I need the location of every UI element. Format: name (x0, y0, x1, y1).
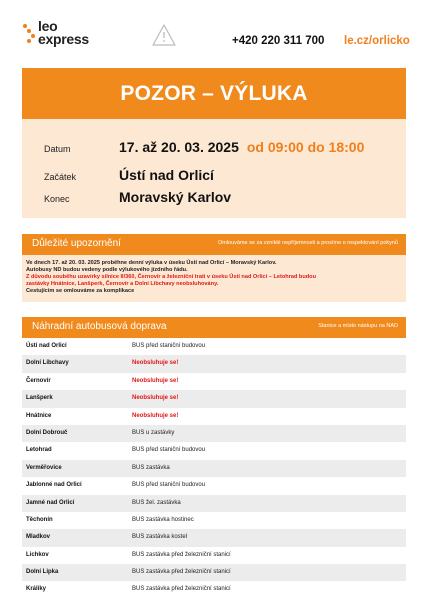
table-row (22, 355, 406, 372)
bus-stops-table (22, 338, 406, 599)
station-name: Králíky (26, 586, 47, 593)
notice-body (22, 255, 406, 302)
stop-location: BUS zastávka hostinec (132, 516, 194, 523)
station-name: Lichkov (26, 551, 49, 558)
table-row (22, 477, 406, 494)
phone-number[interactable]: +420 220 311 700 (232, 35, 325, 47)
start-row (22, 163, 406, 187)
end-row (22, 185, 406, 209)
stop-location: BUS před staniční budovou (132, 482, 206, 489)
start-label: Začátek (44, 172, 77, 182)
bus-replacement-subtitle: Stanice a místo nástupu na NAD (318, 323, 398, 329)
station-name: Hnátnice (26, 412, 52, 419)
table-row (22, 512, 406, 529)
table-row (22, 390, 406, 407)
station-name: Ústí nad Orlicí (26, 343, 67, 349)
website-link[interactable]: le.cz/orlicko (344, 35, 410, 47)
page-header (0, 0, 424, 66)
date-value: 17. až 20. 03. 2025 (119, 139, 239, 155)
station-name: Verměřovice (26, 464, 62, 471)
date-row (22, 135, 406, 159)
station-name: Mladkov (26, 534, 51, 541)
closure-info-box (22, 119, 406, 218)
stop-location: BUS před staniční budovou (132, 447, 206, 454)
notice-line-1: Ve dnech 17. až 20. 03. 2025 proběhne denní výluka v úseku Ústí nad Orlicí – Moravský Karlov. (26, 260, 277, 266)
station-name: Jamné nad Orlicí (26, 499, 75, 506)
notice-line-4: zastávky Hnátnice, Lanšperk, Černovír a Dolní Libchavy neobsluhovány. (26, 281, 219, 287)
date-value-wrap (119, 139, 364, 155)
table-row (22, 495, 406, 512)
table-row (22, 529, 406, 546)
notice-line-2: Autobusy ND budou vedeny podle výlukového jízdního řádu. (26, 267, 188, 273)
notice-line-3: Z důvodu souběhu uzavírky silnice II/360, Černovír a železniční trati v úseku Ústí nad Orlicí – Letohrad budou (26, 274, 317, 280)
stop-location: Neobsluhuje se! (132, 395, 179, 402)
start-value: Ústí nad Orlicí (119, 167, 214, 183)
notice-header (22, 234, 406, 255)
table-row (22, 338, 406, 355)
stop-location: BUS zastávka (132, 464, 170, 471)
table-row (22, 373, 406, 390)
station-name: Dolní Libchavy (26, 360, 69, 367)
logo-text-line2: express (38, 31, 89, 47)
table-row (22, 564, 406, 581)
station-name: Jablonné nad Orlicí (26, 482, 82, 489)
title-banner (22, 68, 406, 119)
stop-location: BUS zastávka kostel (132, 534, 188, 541)
end-value: Moravský Karlov (119, 189, 232, 205)
bus-replacement-title: Náhradní autobusová doprava (32, 321, 167, 332)
station-name: Černovír (26, 377, 51, 384)
station-name: Dolní Dobrouč (26, 429, 68, 436)
stop-location: Neobsluhuje se! (132, 412, 179, 419)
page-title: POZOR – VÝLUKA (120, 81, 308, 105)
stop-location: BUS žel. zastávka (132, 499, 181, 506)
leo-express-logo[interactable] (22, 20, 112, 52)
notice-line-5: Cestujícím se omlouváme za komplikace (26, 288, 135, 294)
date-label: Datum (44, 144, 71, 154)
table-row (22, 547, 406, 564)
table-row (22, 581, 406, 598)
notice-title: Důležité upozornění (32, 238, 121, 249)
table-row (22, 408, 406, 425)
stop-location: BUS zastávka před železniční stanicí (132, 551, 231, 558)
station-name: Těchonín (26, 516, 53, 523)
stop-location: BUS před staniční budovou (132, 343, 206, 349)
table-row (22, 460, 406, 477)
station-name: Letohrad (26, 447, 52, 454)
table-row (22, 442, 406, 459)
table-row (22, 425, 406, 442)
stop-location: Neobsluhuje se! (132, 360, 179, 367)
warning-triangle-icon (152, 24, 176, 46)
stop-location: BUS u zastávky (132, 429, 175, 436)
station-name: Lanšperk (26, 395, 53, 402)
bus-replacement-header (22, 317, 406, 338)
stop-location: Neobsluhuje se! (132, 377, 179, 384)
end-label: Konec (44, 194, 70, 204)
logo-mark-icon (22, 22, 36, 48)
stop-location: BUS zastávka před železniční stanicí (132, 569, 231, 576)
time-value: od 09:00 do 18:00 (246, 139, 365, 155)
station-name: Dolní Lipka (26, 569, 59, 576)
stop-location: BUS zastávka před železniční stanicí (132, 586, 231, 593)
logo-text-line1: leo (38, 18, 58, 34)
notice-apology: Omlouváme se za vzniklé nepříjemnosti a prosíme o respektování pokynů (217, 240, 398, 246)
